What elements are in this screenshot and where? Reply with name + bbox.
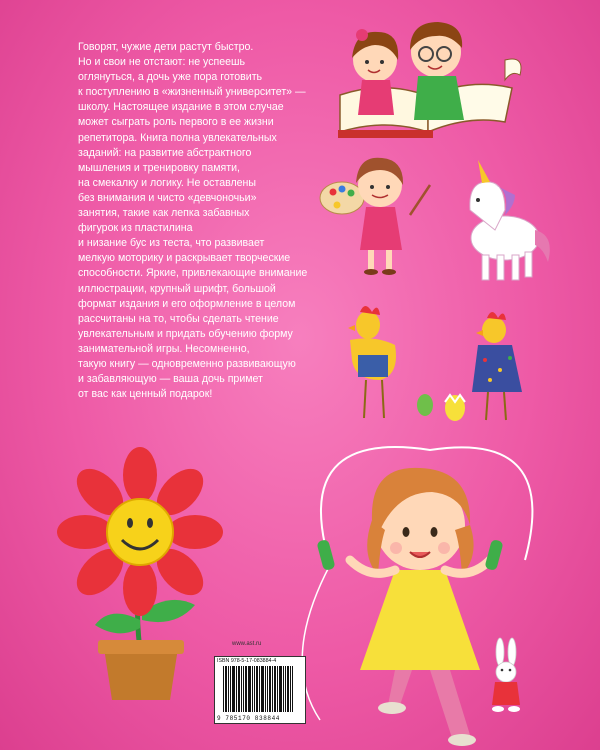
description-line: такую книгу — одновременно развивающую [78, 357, 296, 370]
description-line: заданий: на развитие абстрактного [78, 146, 252, 159]
description-line: может сыграть роль первого в ее жизни [78, 116, 274, 129]
kids-reading-illustration [338, 22, 521, 138]
girl-painter-illustration [320, 158, 430, 275]
description-line: формат издания и его оформление в целом [78, 297, 296, 310]
smiling-flower-illustration [57, 447, 223, 700]
roosters-illustration [348, 306, 522, 421]
description-line: мышления и тренировку памяти, [78, 161, 240, 174]
description-line: занимательной игры. Несомненно, [78, 342, 250, 355]
description-line: мелкую моторику и раскрывает творческие [78, 252, 291, 265]
description-line: Говорят, чужие дети растут быстро. [78, 41, 254, 53]
description-line: на смекалку и логику. Не оставлены [78, 176, 257, 189]
bunny-illustration [492, 638, 520, 712]
description-line: и низание бус из теста, что развивает [78, 237, 265, 250]
description-line: оглянуться, а дочь уже пора готовить [78, 71, 263, 84]
description-line: увлекательным и придать обучению форму [78, 327, 293, 340]
description-line: школу. Настоящее издание в этом случае [78, 101, 284, 114]
description-line: способности. Яркие, привлекающие внимание [78, 267, 308, 280]
description-line: Но и свои не отстают: не успеешь [78, 56, 246, 69]
unicorn-illustration [470, 160, 550, 280]
barcode-block [214, 656, 306, 724]
description-line: репетитора. Книга полна увлекательных [78, 131, 277, 144]
barcode-icon [223, 666, 299, 712]
description-line: рассчитаны на то, чтобы сделать чтение [78, 312, 279, 325]
description-line: к поступлению в «жизненный университет» — [78, 86, 306, 99]
isbn-label: ISBN 978-5-17-083884-4 [217, 658, 277, 664]
publisher-website: www.ast.ru [232, 641, 262, 647]
description-line: без внимания и чисто «девчоночьи» [78, 191, 257, 204]
description-line: иллюстрации, крупный шрифт, большой [78, 282, 276, 295]
description-line: от вас как ценный подарок! [78, 388, 213, 401]
barcode-digits: 9 785170 838844 [217, 715, 281, 722]
description-line: и забавляющую — ваша дочь примет [78, 373, 263, 386]
description-line: фигурок из пластилина [78, 222, 193, 235]
description-line: занятия, такие как лепка забавных [78, 207, 250, 220]
